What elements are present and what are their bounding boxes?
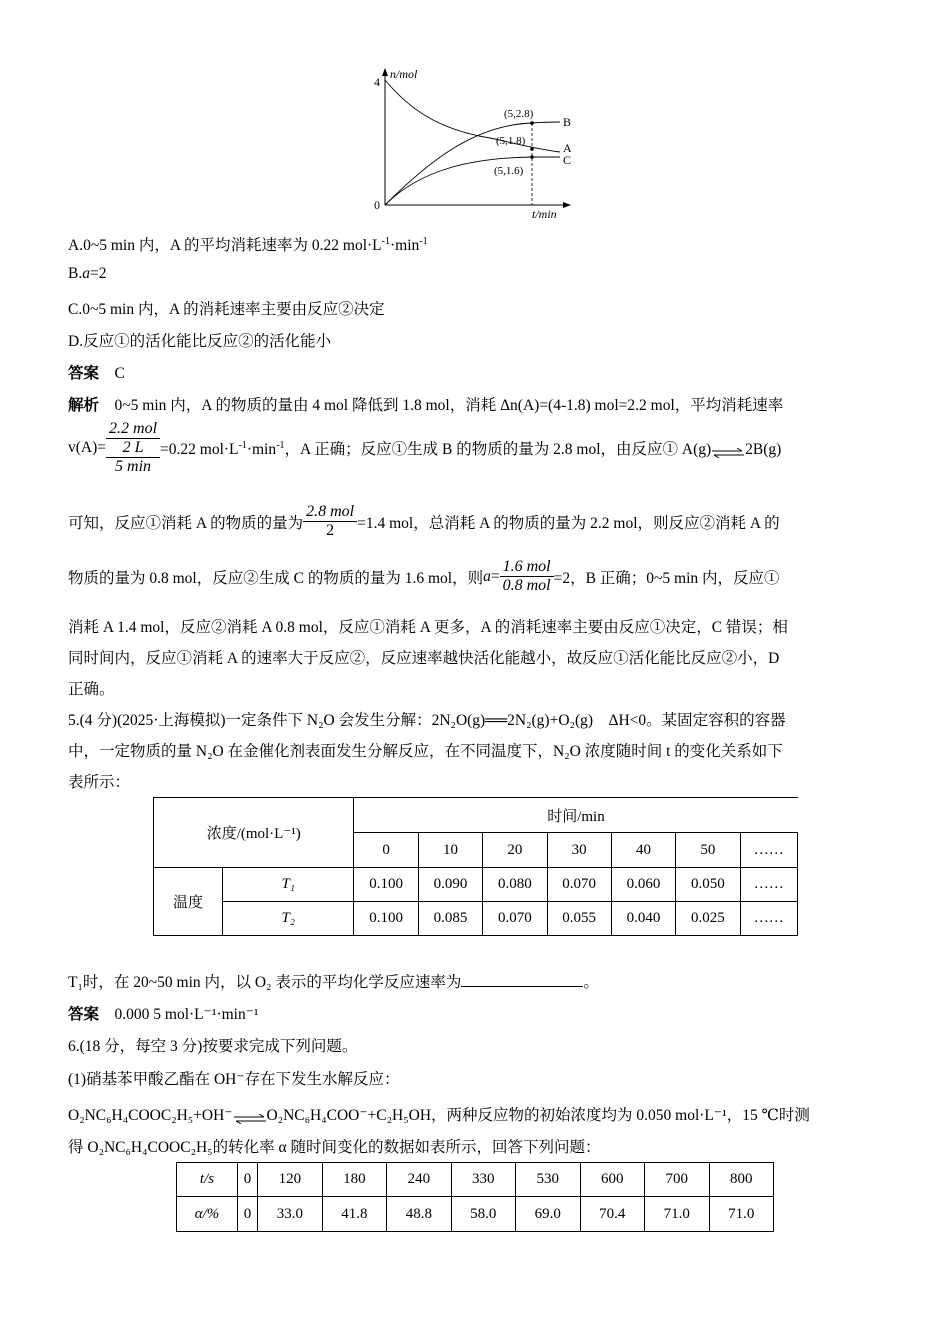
time-col: 20 [483, 833, 547, 868]
option-d: D.反应①的活化能比反应②的活化能小 [68, 333, 332, 350]
time-col: …… [740, 833, 797, 868]
x-axis-label: t/min [532, 207, 557, 221]
cell: 0.040 [611, 902, 675, 936]
option-a: A.0~5 min 内，A 的平均消耗速率为 0.22 $mol\cdot L^{-1}\cdot\min^{-1}$ [68, 235, 428, 254]
equilibrium-arrow-icon [711, 445, 745, 455]
cell: 700 [645, 1163, 709, 1197]
cell: 800 [709, 1163, 774, 1197]
cell: 0.100 [354, 902, 418, 936]
time-col: 40 [611, 833, 675, 868]
option-c: C.0~5 min 内，A 的消耗速率主要由反应②决定 [68, 301, 385, 318]
cell: 180 [322, 1163, 386, 1197]
cell: 58.0 [451, 1197, 515, 1232]
cell: 0.060 [611, 868, 675, 902]
analysis-line-2: v(A)= 2.2 mol 2 L 5 min =0.22 $mol\cdot L^{-1}\cdot\min^{-1}$，A 正确；反应①生成 B 的物质的量为 2.8 mol，由反应① A(g) 2B(g) [68, 420, 782, 475]
time-col: 10 [418, 833, 482, 868]
row-label-t2: T₂ [223, 902, 354, 936]
row-label-alpha: α/% [177, 1197, 238, 1232]
cell: 0.080 [483, 868, 547, 902]
cell: 0.085 [418, 902, 482, 936]
cell: 120 [258, 1163, 322, 1197]
curve-a-label: A [563, 141, 572, 155]
q5-line-1: 5.(4 分)(2025·上海模拟)一定条件下 N₂O 会发生分解：2N₂O(g)══2N₂(g)+O₂(g) ΔH<0。某固定容积的容器 [68, 712, 786, 729]
answer-4: 答案 C [68, 365, 125, 382]
cell: …… [740, 902, 797, 936]
cell: 70.4 [580, 1197, 644, 1232]
cell: 41.8 [322, 1197, 386, 1232]
q5-line-2: 中，一定物质的量 N₂O 在金催化剂表面发生分解反应，在不同温度下，N₂O 浓度随时间 t 的变化关系如下 [68, 743, 783, 760]
q6-line-3: O₂NC₆H₄COOC₂H₅+OH⁻ O₂NC₆H₄COO⁻+C₂H₅OH，两种反应物的初始浓度均为 0.050 mol·L⁻¹，15 ℃时测 [68, 1107, 810, 1124]
cell: 0 [238, 1197, 258, 1232]
q5-answer: 答案 0.000 5 mol·L⁻¹·min⁻¹ [68, 1006, 259, 1023]
equilibrium-arrow-icon [233, 1111, 267, 1121]
cell: …… [740, 868, 797, 902]
analysis-line-3: 可知，反应①消耗 A 的物质的量为 $\frac{\text{2.8 mol}}{2}$ =1.4 mol，总消耗 A 的物质的量为 2.2 mol，则反应②消耗 A 的 [68, 503, 780, 539]
cell: 0 [238, 1163, 258, 1197]
cell: 71.0 [645, 1197, 709, 1232]
cell: 0.100 [354, 868, 418, 902]
answer-blank[interactable] [461, 972, 583, 987]
curve-a [385, 80, 560, 152]
q6-line-4: 得 O₂NC₆H₄COOC₂H₅的转化率 α 随时间变化的数据如表所示，回答下列问题： [68, 1139, 601, 1156]
time-col: 30 [547, 833, 611, 868]
y-axis-label: n/mol [390, 67, 418, 81]
cell: 71.0 [709, 1197, 774, 1232]
q5-line-3: 表所示： [68, 774, 131, 791]
curve-c-label: C [563, 153, 572, 167]
cell: 600 [580, 1163, 644, 1197]
origin-label: 0 [374, 198, 380, 212]
cell: 0.050 [676, 868, 740, 902]
cell: 0.025 [676, 902, 740, 936]
time-col: 50 [676, 833, 740, 868]
curve-b-label: B [563, 115, 572, 129]
y-tick-4: 4 [374, 75, 380, 89]
cell: 48.8 [387, 1197, 451, 1232]
analysis-line-1: 解析 0~5 min 内，A 的物质的量由 4 mol 降低到 1.8 mol，消耗 Δn(A)=(4-1.8) mol=2.2 mol，平均消耗速率 [68, 397, 784, 414]
row-label-t1: T₁ [223, 868, 354, 902]
time-col: 0 [354, 833, 418, 868]
cell: 0.070 [483, 902, 547, 936]
cell: 69.0 [516, 1197, 580, 1232]
cell: 240 [387, 1163, 451, 1197]
q6-line-1: 6.(18 分，每空 3 分)按要求完成下列问题。 [68, 1038, 358, 1055]
cell: 0.055 [547, 902, 611, 936]
q6-table [176, 1162, 774, 1232]
point-c-label: (5,1.6) [494, 165, 524, 177]
curve-c [385, 157, 560, 205]
analysis-line-6: 同时间内，反应①消耗 A 的速率大于反应②，反应速率越快活化能越小，故反应①活化能比反应②小，D [68, 650, 780, 667]
table-corner: 浓度/(mol·L⁻¹) [154, 798, 354, 868]
analysis-line-7: 正确。 [68, 681, 115, 698]
cell: 0.070 [547, 868, 611, 902]
y-axis-arrow [382, 68, 388, 76]
cell: 330 [451, 1163, 515, 1197]
point-b-label: (5,2.8) [504, 108, 534, 120]
point-a-label: (5,1.8) [496, 135, 526, 147]
time-header: 时间/min [354, 798, 798, 833]
q5-question: T₁时，在 20~50 min 内，以 O₂ 表示的平均化学反应速率为 。 [68, 974, 599, 991]
cell: 0.090 [418, 868, 482, 902]
row-label-t: t/s [177, 1163, 238, 1197]
reaction-graph [360, 60, 590, 230]
x-axis-arrow [563, 202, 571, 208]
option-b: B.a=2 [68, 265, 107, 282]
q6-line-2: (1)硝基苯甲酸乙酯在 OH⁻存在下发生水解反应： [68, 1071, 400, 1088]
temperature-label: 温度 [154, 868, 223, 936]
cell: 530 [516, 1163, 580, 1197]
analysis-line-5: 消耗 A 1.4 mol，反应②消耗 A 0.8 mol，反应①消耗 A 更多，A 的消耗速率主要由反应①决定，C 错误；相 [68, 619, 788, 636]
q5-table [153, 797, 798, 936]
analysis-line-4: 物质的量为 0.8 mol，反应②生成 C 的物质的量为 1.6 mol，则a= $\frac{\text{1.6 mol}}{\text{0.8 mol}}$ =2，B 正确；0~5 min 内，反应① [68, 558, 780, 594]
cell: 33.0 [258, 1197, 322, 1232]
